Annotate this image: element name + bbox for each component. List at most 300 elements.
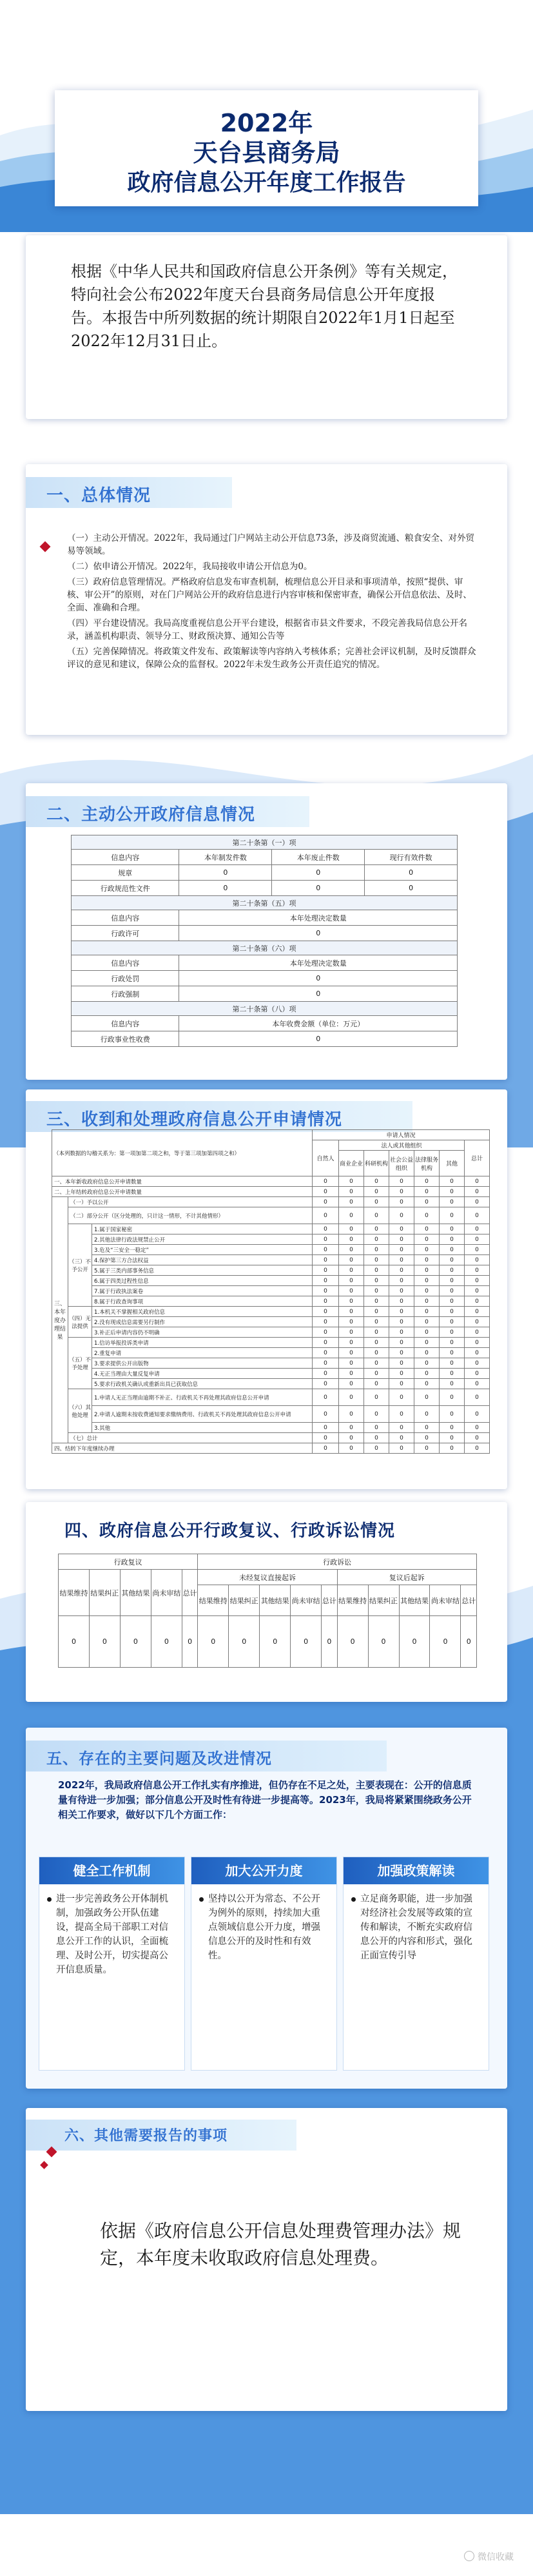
- cell-value: 0: [313, 1443, 339, 1454]
- cell-value: 0: [291, 1616, 322, 1668]
- row-label: 行政处罚: [72, 971, 179, 986]
- section-issues-improvements: [26, 1728, 507, 2089]
- cell-value: 0: [389, 1207, 414, 1224]
- row-label: 7.属于行政执法案卷: [92, 1286, 313, 1296]
- row-label: 8.属于行政查询事项: [92, 1296, 313, 1307]
- cell-value: 0: [465, 1369, 490, 1379]
- improvement-card-text: 坚持以公开为常态、不公开为例外的原则，持续加大重点领域信息公开力度，增强信息公开的及时性和有效性。: [208, 1894, 320, 1961]
- cell-value: 0: [465, 1245, 490, 1255]
- cell-value: 0: [440, 1197, 465, 1207]
- wechat-icon: [464, 2551, 474, 2561]
- cell-value: 0: [313, 1423, 339, 1433]
- cell-value: 0: [339, 1276, 364, 1286]
- section1-title: 一、总体情况: [46, 486, 151, 505]
- table-row: [52, 1255, 490, 1265]
- cell-value: 0: [465, 1348, 490, 1358]
- bullet-icon: [47, 1897, 52, 1902]
- cell-value: 0: [414, 1245, 440, 1255]
- cell-value: 0: [339, 1224, 364, 1234]
- col-header: 尚未审结: [291, 1585, 322, 1616]
- cell-value: 0: [313, 1406, 339, 1423]
- improvement-card: [39, 1857, 185, 2071]
- cell-value: 0: [465, 1327, 490, 1338]
- cell-value: 0: [364, 1176, 389, 1187]
- cell-value: 0: [389, 1197, 414, 1207]
- cell-value: 0: [389, 1296, 414, 1307]
- col-header: 其他结果: [260, 1585, 291, 1616]
- cell-value: 0: [339, 1197, 364, 1207]
- col-header: 结果维持: [59, 1570, 90, 1616]
- row-label: （一）予以公开: [68, 1197, 313, 1207]
- table-row: [52, 1224, 490, 1234]
- cell-value: 0: [414, 1348, 440, 1358]
- cell-value: 0: [414, 1286, 440, 1296]
- block2-title: 第二十条第（五）项: [72, 896, 458, 910]
- cell-value: 0: [364, 1433, 389, 1443]
- cell-value: 0: [414, 1255, 440, 1265]
- cell-value: 0: [389, 1265, 414, 1276]
- row-label: 行政强制: [72, 986, 179, 1002]
- cell-value: 0: [337, 1616, 368, 1668]
- improvement-card-text: 立足商务职能，进一步加强对经济社会发展等政策的宣传和解读，不断充实政府信息公开的内容和形式，强化正面宣传引导: [360, 1894, 472, 1961]
- cell-value: 0: [339, 1296, 364, 1307]
- section2-title: 二、主动公开政府信息情况: [46, 805, 256, 825]
- applications-table: [52, 1129, 490, 1454]
- row-label: 1.本机关不掌握相关政府信息: [92, 1307, 313, 1317]
- bullet-icon: [199, 1897, 204, 1902]
- col-header: 结果维持: [337, 1585, 368, 1616]
- intro-card: [26, 235, 507, 419]
- table-row: [52, 1245, 490, 1255]
- col-header: 其他结果: [120, 1570, 151, 1616]
- col-header: 信息内容: [72, 955, 179, 971]
- table-row: [52, 1358, 490, 1369]
- row-label: 规章: [72, 865, 179, 881]
- row-label: 3.危及“三安全一稳定”: [92, 1245, 313, 1255]
- cell-value: 0: [440, 1327, 465, 1338]
- col-header: 本年处理决定数量: [179, 910, 458, 926]
- overview-p4: （四）平台建设情况。我局高度重视信息公开平台建设，根据省市县文件要求，不段完善我局信息公开名录，涵盖机构职责、领导分工、财政预决算、通知公告等: [67, 618, 467, 641]
- cell-value: 0: [364, 1307, 389, 1317]
- col-header: 总计: [182, 1570, 198, 1616]
- cell-value: 0: [465, 1317, 490, 1327]
- cell-value: 0: [414, 1265, 440, 1276]
- cell-value: 0: [368, 1616, 399, 1668]
- col-header: 总计: [461, 1585, 477, 1616]
- cell-value: 0: [465, 1307, 490, 1317]
- cell-value: 0: [414, 1234, 440, 1245]
- cell-value: 0: [389, 1234, 414, 1245]
- cell-value: 0: [272, 865, 365, 881]
- cell-value: 0: [465, 1433, 490, 1443]
- cell-value: 0: [365, 881, 458, 896]
- cell-value: 0: [313, 1358, 339, 1369]
- cell-value: 0: [440, 1187, 465, 1197]
- cell-value: 0: [313, 1317, 339, 1327]
- cell-value: 0: [440, 1389, 465, 1406]
- cell-value: 0: [179, 971, 458, 986]
- subgroup-label: （三）不予公开: [68, 1224, 92, 1307]
- cell-value: 0: [440, 1245, 465, 1255]
- cell-value: 0: [440, 1286, 465, 1296]
- cell-value: 0: [440, 1348, 465, 1358]
- cell-value: 0: [440, 1207, 465, 1224]
- table-row: [52, 1389, 490, 1406]
- cell-value: 0: [339, 1176, 364, 1187]
- overview-p3: （三）政府信息管理情况。严格政府信息发布审查机制，梳理信息公开目录和事项清单，按照“提供、审核、审公开”的原则，对在门户网站公开的政府信息进行内容审核和保密审查，确保公开信息依法、及时、全面、准确和合理。: [67, 577, 472, 613]
- cell-value: 0: [440, 1379, 465, 1389]
- cell-value: 0: [389, 1358, 414, 1369]
- cell-value: 0: [414, 1358, 440, 1369]
- cell-value: 0: [465, 1423, 490, 1433]
- cell-value: 0: [313, 1255, 339, 1265]
- cell-value: 0: [389, 1327, 414, 1338]
- legal-entity-header: 法人或其他组织: [339, 1140, 465, 1151]
- cell-value: 0: [313, 1369, 339, 1379]
- section-applications: [26, 1089, 507, 1489]
- cell-value: 0: [364, 1338, 389, 1348]
- cell-value: 0: [461, 1616, 477, 1668]
- cell-value: 0: [339, 1338, 364, 1348]
- applicant-header: 申请人情况: [313, 1130, 490, 1140]
- total-header: 总计: [465, 1140, 490, 1176]
- cell-value: 0: [414, 1338, 440, 1348]
- cell-value: 0: [339, 1379, 364, 1389]
- cell-value: 0: [364, 1296, 389, 1307]
- cell-value: 0: [313, 1207, 339, 1224]
- cell-value: 0: [339, 1187, 364, 1197]
- header-org: 天台县商务局: [193, 139, 340, 167]
- cell-value: 0: [414, 1369, 440, 1379]
- cell-value: 0: [389, 1338, 414, 1348]
- row-label: 2.申请人逾期未按收费通知要求缴纳费用、行政机关不再处理其政府信息公开申请: [92, 1406, 313, 1423]
- table-row: [52, 1234, 490, 1245]
- corner-note: （本列数据的勾稽关系为：第一项加第二项之和，等于第三项加第四项之和）: [52, 1130, 313, 1176]
- cell-value: 0: [364, 1379, 389, 1389]
- cell-value: 0: [440, 1358, 465, 1369]
- cell-value: 0: [339, 1307, 364, 1317]
- cell-value: 0: [179, 881, 272, 896]
- cell-value: 0: [440, 1338, 465, 1348]
- row-label: 5.要求行政机关确认或重新出具已获取信息: [92, 1379, 313, 1389]
- improvement-card-text: 进一步完善政务公开体制机制，加强政务公开队伍建设，提高全局干部职工对信息公开工作的认识，全面梳理、及时公开，切实提高公开信息质量。: [56, 1894, 168, 1975]
- cell-value: 0: [339, 1423, 364, 1433]
- cell-value: 0: [339, 1245, 364, 1255]
- cell-value: 0: [414, 1197, 440, 1207]
- cell-value: 0: [389, 1286, 414, 1296]
- red-diamond-icon: [40, 542, 51, 552]
- cell-value: 0: [414, 1296, 440, 1307]
- row-label: 6.属于四类过程性信息: [92, 1276, 313, 1286]
- cell-value: 0: [313, 1224, 339, 1234]
- cell-value: 0: [465, 1379, 490, 1389]
- cell-value: 0: [339, 1255, 364, 1265]
- table-row: [52, 1207, 490, 1224]
- cell-value: 0: [440, 1369, 465, 1379]
- table-row: [52, 1307, 490, 1317]
- table-row: [52, 1176, 490, 1187]
- cell-value: 0: [313, 1379, 339, 1389]
- row-label: 4.保护第三方合法权益: [92, 1255, 313, 1265]
- cell-value: 0: [365, 865, 458, 881]
- cell-value: 0: [339, 1234, 364, 1245]
- cell-value: 0: [313, 1327, 339, 1338]
- cell-value: 0: [339, 1286, 364, 1296]
- cell-value: 0: [313, 1307, 339, 1317]
- cell-value: 0: [414, 1207, 440, 1224]
- cell-value: 0: [440, 1423, 465, 1433]
- improvement-card: [343, 1857, 489, 2071]
- cell-value: 0: [364, 1327, 389, 1338]
- cell-value: 0: [339, 1207, 364, 1224]
- cell-value: 0: [465, 1224, 490, 1234]
- watermark: [464, 2550, 514, 2563]
- table-row: [52, 1276, 490, 1286]
- col-header: 本年收费金额（单位：万元）: [179, 1016, 458, 1031]
- cell-value: 0: [364, 1369, 389, 1379]
- col-header: 结果纠正: [89, 1570, 120, 1616]
- table-row: [52, 1423, 490, 1433]
- cell-value: 0: [339, 1348, 364, 1358]
- block4-title: 第二十条第（八）项: [72, 1002, 458, 1016]
- cell-value: 0: [414, 1224, 440, 1234]
- cell-value: 0: [440, 1176, 465, 1187]
- row-label: 行政许可: [72, 926, 179, 941]
- col-header: 结果纠正: [368, 1585, 399, 1616]
- cell-value: 0: [465, 1234, 490, 1245]
- cell-value: 0: [465, 1338, 490, 1348]
- cell-value: 0: [399, 1616, 430, 1668]
- cell-value: 0: [440, 1443, 465, 1454]
- table-row: [52, 1369, 490, 1379]
- cell-value: 0: [364, 1443, 389, 1454]
- table-row: [52, 1197, 490, 1207]
- cell-value: 0: [440, 1255, 465, 1265]
- cell-value: 0: [182, 1616, 198, 1668]
- watermark-text: 微信收藏: [478, 2552, 514, 2562]
- cell-value: 0: [364, 1265, 389, 1276]
- cell-value: 0: [364, 1389, 389, 1406]
- cell-value: 0: [364, 1207, 389, 1224]
- row-label: 4.无正当理由大量反复申请: [92, 1369, 313, 1379]
- cell-value: 0: [364, 1423, 389, 1433]
- col-header: 结果维持: [198, 1585, 229, 1616]
- cell-value: 0: [59, 1616, 90, 1668]
- cell-value: 0: [229, 1616, 260, 1668]
- header-title: 政府信息公开年度工作报告: [127, 170, 406, 196]
- col-header: 现行有效件数: [365, 850, 458, 865]
- cell-value: 0: [389, 1176, 414, 1187]
- cell-value: 0: [364, 1197, 389, 1207]
- cell-value: 0: [465, 1286, 490, 1296]
- cell-value: 0: [389, 1348, 414, 1358]
- cell-value: 0: [465, 1265, 490, 1276]
- cell-value: 0: [364, 1286, 389, 1296]
- cell-value: 0: [440, 1265, 465, 1276]
- col-header: 尚未审结: [151, 1570, 182, 1616]
- row-label: （七）总计: [68, 1433, 313, 1443]
- improvement-card-title: 加大公开力度: [191, 1857, 336, 1884]
- cell-value: 0: [414, 1317, 440, 1327]
- cell-value: 0: [440, 1224, 465, 1234]
- cell-value: 0: [313, 1389, 339, 1406]
- cell-value: 0: [389, 1423, 414, 1433]
- legal-col-header: 商业企业: [339, 1151, 364, 1176]
- cell-value: 0: [465, 1358, 490, 1369]
- natural-person-header: 自然人: [313, 1140, 339, 1176]
- overview-paragraphs: [67, 532, 480, 671]
- improvement-card: [191, 1857, 337, 2071]
- cell-value: 0: [465, 1197, 490, 1207]
- col-header: 总计: [322, 1585, 338, 1616]
- section-review-litigation: [26, 1502, 507, 1702]
- row-label: 二、上年结转政府信息公开申请数量: [52, 1187, 313, 1197]
- cell-value: 0: [414, 1307, 440, 1317]
- cell-value: 0: [465, 1176, 490, 1187]
- cell-value: 0: [313, 1338, 339, 1348]
- cell-value: 0: [339, 1433, 364, 1443]
- litigation-header: 行政诉讼: [198, 1554, 477, 1570]
- cell-value: 0: [440, 1406, 465, 1423]
- cell-value: 0: [389, 1379, 414, 1389]
- improvement-card-title: 健全工作机制: [39, 1857, 184, 1884]
- cell-value: 0: [414, 1406, 440, 1423]
- cell-value: 0: [339, 1406, 364, 1423]
- cell-value: 0: [414, 1379, 440, 1389]
- cell-value: 0: [389, 1224, 414, 1234]
- cell-value: 0: [414, 1176, 440, 1187]
- block3-title: 第二十条第（六）项: [72, 941, 458, 955]
- row-label: 行政规范性文件: [72, 881, 179, 896]
- col-header: 尚未审结: [430, 1585, 461, 1616]
- row-label: 3.要求提供公开出版物: [92, 1358, 313, 1369]
- cell-value: 0: [389, 1307, 414, 1317]
- cell-value: 0: [389, 1255, 414, 1265]
- cell-value: 0: [389, 1245, 414, 1255]
- group-label: 三、本年度办理结果: [52, 1197, 68, 1443]
- row-label: 1.申请人无正当理由逾期不补正、行政机关不再处理其政府信息公开申请: [92, 1389, 313, 1406]
- row-label: 3.补正后申请内容仍不明确: [92, 1327, 313, 1338]
- cell-value: 0: [151, 1616, 182, 1668]
- cell-value: 0: [414, 1423, 440, 1433]
- other-matters-text: 依据《政府信息公开信息处理费管理办法》规定，本年度未收取政府信息处理费。: [100, 2220, 461, 2269]
- cell-value: 0: [414, 1389, 440, 1406]
- cell-value: 0: [179, 1031, 458, 1047]
- cell-value: 0: [313, 1234, 339, 1245]
- section-other-matters: [26, 2108, 507, 2411]
- cell-value: 0: [313, 1176, 339, 1187]
- legal-col-header: 科研机构: [364, 1151, 389, 1176]
- cell-value: 0: [465, 1443, 490, 1454]
- cell-value: 0: [272, 881, 365, 896]
- cell-value: 0: [465, 1406, 490, 1423]
- cell-value: 0: [465, 1296, 490, 1307]
- cell-value: 0: [89, 1616, 120, 1668]
- table-row: [52, 1286, 490, 1296]
- section-proactive-disclosure: [26, 783, 507, 1080]
- row-label: 2.其他法律行政法规禁止公开: [92, 1234, 313, 1245]
- cell-value: 0: [389, 1276, 414, 1286]
- report-header: [55, 90, 478, 206]
- cell-value: 0: [414, 1443, 440, 1454]
- legal-col-header: 法律服务机构: [414, 1151, 440, 1176]
- col-header: 信息内容: [72, 910, 179, 926]
- overview-p5: （五）完善保障情况。将政策文件发布、政策解读等内容纳入考核体系；完善社会评议机制，及时反馈群众评议的意见和建议，保障公众的监督权。2022年未发生政务公开责任追究的情况。: [67, 647, 476, 670]
- table-row: [52, 1265, 490, 1276]
- cell-value: 0: [179, 926, 458, 941]
- cell-value: 0: [440, 1317, 465, 1327]
- improvement-cards: [39, 1857, 494, 2076]
- cell-value: 0: [440, 1433, 465, 1443]
- row-label: （二）部分公开（区分处理的，只计这一情形，不计其他情形）: [68, 1207, 313, 1224]
- cell-value: 0: [389, 1187, 414, 1197]
- cell-value: 0: [198, 1616, 229, 1668]
- cell-value: 0: [339, 1265, 364, 1276]
- cell-value: 0: [364, 1255, 389, 1265]
- cell-value: 0: [339, 1369, 364, 1379]
- cell-value: 0: [313, 1197, 339, 1207]
- header-year: 2022年: [220, 109, 313, 137]
- issues-lead: 2022年，我局政府信息公开工作扎实有序推进，但仍存在不足之处，主要表现在：公开的信息质量有待进一步加强；部分信息公开及时性有待进一步提高等。2023年，我局将紧紧围绕政务公开相关工作要求，做好以下几个方面工作：: [58, 1779, 472, 1820]
- cell-value: 0: [339, 1389, 364, 1406]
- subgroup-label: （六）其他处理: [68, 1389, 92, 1433]
- col-header: 其他结果: [399, 1585, 430, 1616]
- subgroup-label: （五）不予处理: [68, 1338, 92, 1389]
- cell-value: 0: [313, 1433, 339, 1443]
- table-row: [52, 1379, 490, 1389]
- cell-value: 0: [414, 1276, 440, 1286]
- row-label: 四、结转下年度继续办理: [52, 1443, 313, 1454]
- cell-value: 0: [465, 1276, 490, 1286]
- cell-value: 0: [339, 1358, 364, 1369]
- legal-col-header: 社会公益组织: [389, 1151, 414, 1176]
- row-label: 2.重复申请: [92, 1348, 313, 1358]
- cell-value: 0: [313, 1265, 339, 1276]
- block1-title: 第二十条第（一）项: [72, 835, 458, 850]
- review-litigation-table: [58, 1554, 477, 1668]
- cell-value: 0: [414, 1187, 440, 1197]
- cell-value: 0: [313, 1296, 339, 1307]
- cell-value: 0: [389, 1443, 414, 1454]
- cell-value: 0: [440, 1234, 465, 1245]
- row-label: 一、本年新收政府信息公开申请数量: [52, 1176, 313, 1187]
- row-label: 行政事业性收费: [72, 1031, 179, 1047]
- cell-value: 0: [389, 1433, 414, 1443]
- cell-value: 0: [313, 1276, 339, 1286]
- table-row: [52, 1317, 490, 1327]
- cell-value: 0: [389, 1317, 414, 1327]
- cell-value: 0: [313, 1187, 339, 1197]
- col-header: 信息内容: [72, 850, 179, 865]
- cell-value: 0: [364, 1224, 389, 1234]
- table-row: [52, 1406, 490, 1423]
- red-diamond-icon: [40, 2161, 48, 2169]
- row-label: 1.属于国家秘密: [92, 1224, 313, 1234]
- cell-value: 0: [179, 865, 272, 881]
- after-review-header: 复议后起诉: [337, 1570, 476, 1585]
- cell-value: 0: [339, 1327, 364, 1338]
- cell-value: 0: [414, 1433, 440, 1443]
- overview-p2: （二）依申请公开情况。2022年，我局接收申请公开信息为0。: [67, 561, 313, 572]
- cell-value: 0: [364, 1276, 389, 1286]
- section3-title: 三、收到和处理政府信息公开申请情况: [46, 1110, 343, 1129]
- subgroup-label: （四）无法提供: [68, 1307, 92, 1338]
- cell-value: 0: [364, 1406, 389, 1423]
- col-header: 本年处理决定数量: [179, 955, 458, 971]
- cell-value: 0: [364, 1234, 389, 1245]
- section5-title: 五、存在的主要问题及改进情况: [46, 1750, 272, 1768]
- row-label: 3.其他: [92, 1423, 313, 1433]
